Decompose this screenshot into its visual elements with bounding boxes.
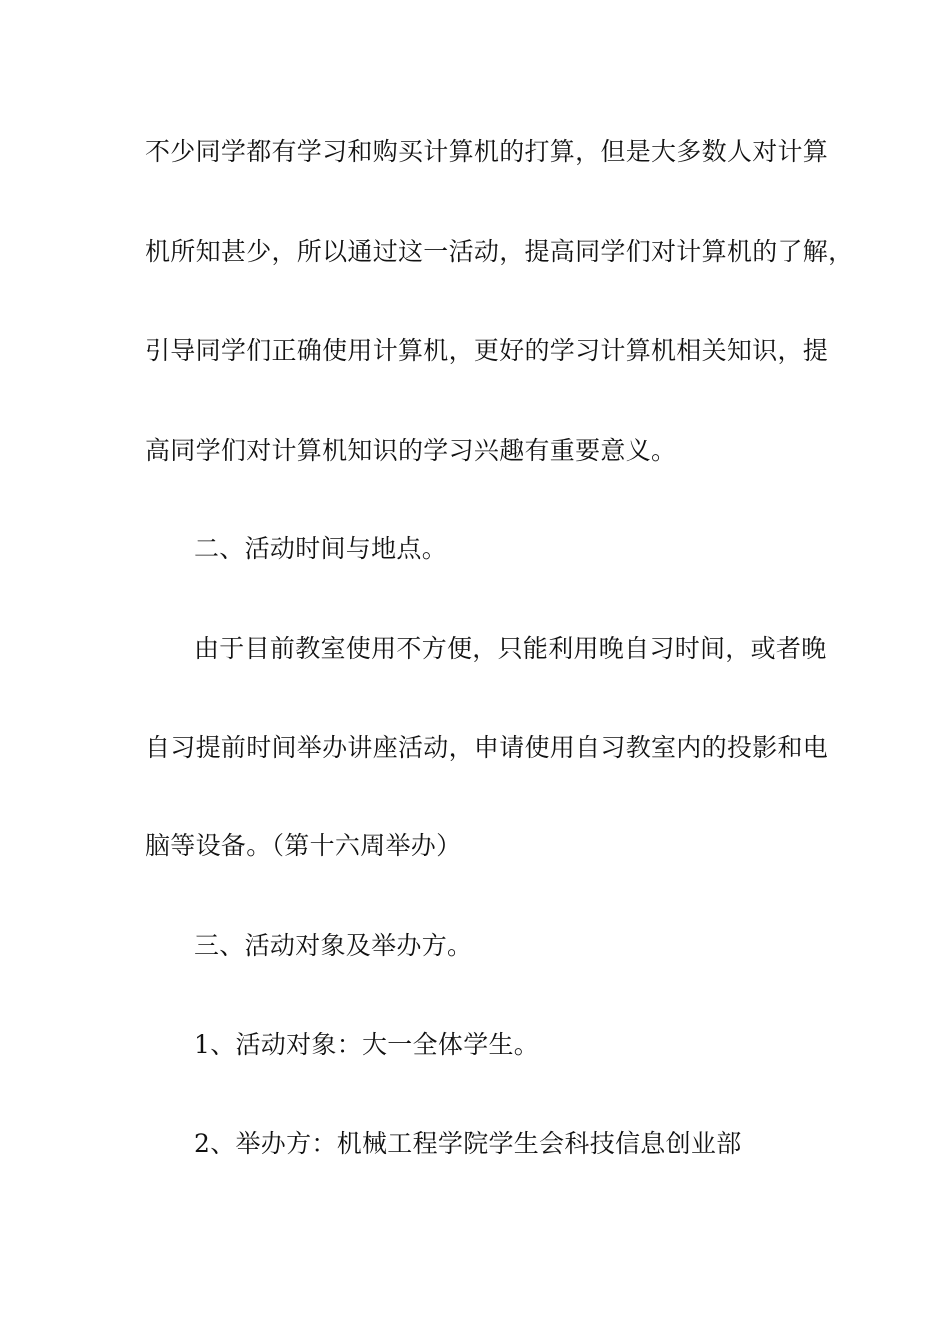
list-item: 1、活动对象：大一全体学生。 [194, 1030, 540, 1059]
section-heading: 二、活动时间与地点。 [194, 534, 448, 563]
paragraph-line: 由于目前教室使用不方便，只能利用晚自习时间，或者晚 [194, 634, 827, 663]
section-heading: 三、活动对象及举办方。 [194, 931, 473, 960]
paragraph-line: 机所知甚少，所以通过这一活动，提高同学们对计算机的了解， [145, 237, 854, 266]
paragraph-line: 不少同学都有学习和购买计算机的打算，但是大多数人对计算 [145, 137, 829, 166]
paragraph-line: 脑等设备。（第十六周举办） [145, 831, 462, 860]
paragraph-line: 高同学们对计算机知识的学习兴趣有重要意义。 [145, 436, 677, 465]
list-item: 2、举办方：机械工程学院学生会科技信息创业部 [194, 1129, 742, 1158]
paragraph-line: 引导同学们正确使用计算机，更好的学习计算机相关知识，提 [145, 336, 829, 365]
paragraph-line: 自习提前时间举办讲座活动，申请使用自习教室内的投影和电 [145, 733, 829, 762]
